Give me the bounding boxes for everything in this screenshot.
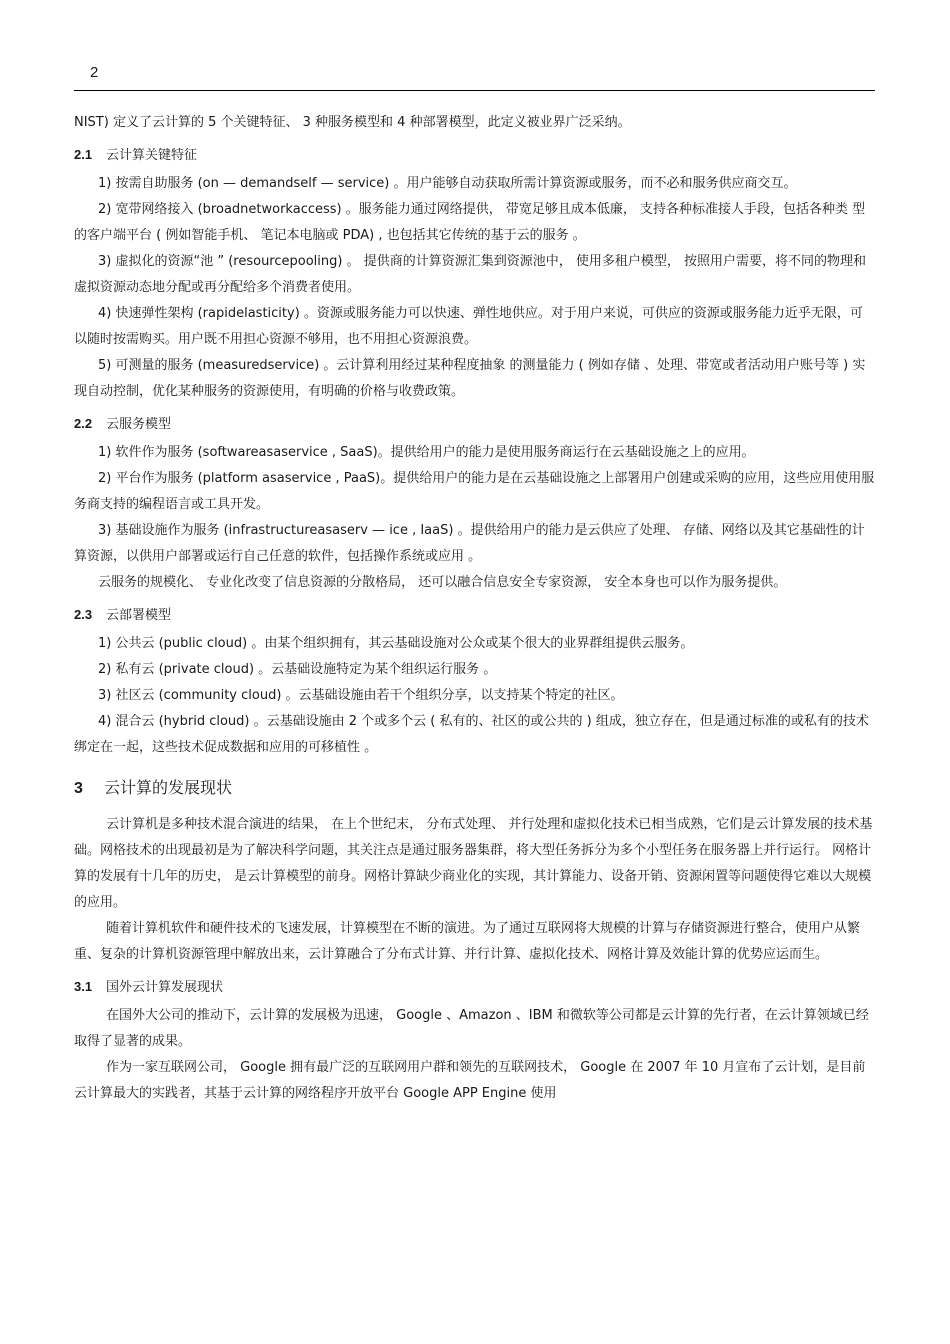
section-number: 2.1: [74, 147, 93, 162]
section-title: 云计算的发展现状: [104, 778, 233, 797]
header-rule: [74, 90, 875, 91]
document-body: [74, 110, 875, 1107]
section-number: 3: [74, 780, 83, 797]
intro-paragraph: NIST) 定义了云计算的 5 个关键特征、 3 种服务模型和 4 种部署模型，此定义被业界广泛采纳。: [74, 115, 631, 130]
section-title: 国外云计算发展现状: [106, 980, 224, 995]
section-title: 云部署模型: [106, 608, 172, 623]
section-heading-3-1: [74, 976, 875, 999]
list-item: 2) 宽带网络接入 (broadnetworkaccess) 。服务能力通过网络提供， 带宽足够且成本低廉， 支持各种标准接人手段，包括各种类 型的客户端平台 ( 例如智能手机、 笔记本电脑或 PDA) , 也包括其它传统的基于云的服务 。: [74, 202, 866, 243]
section-title: 云计算关键特征: [106, 148, 198, 163]
list-item: 3) 虚拟化的资源“池 ” (resourcepooling) 。 提供商的计算资源汇集到资源池中， 使用多租户模型， 按照用户需要，将不同的物理和虚拟资源动态地分配或再分配给多个消费者使用。: [74, 254, 866, 295]
list-item: 1) 软件作为服务 (softwareasaservice , SaaS)。提供给用户的能力是使用服务商运行在云基础设施之上的应用。: [98, 445, 755, 460]
section-heading-2-3: [74, 604, 875, 627]
section-heading-3: [74, 775, 875, 802]
section-title: 云服务模型: [106, 417, 172, 432]
list-item: 5) 可测量的服务 (measuredservice) 。云计算利用经过某种程度抽象 的测量能力 ( 例如存储 、处理、带宽或者活动用户账号等 ) 实现自动控制，优化某种服务的资源使用，有明确的价格与收费政策。: [74, 358, 866, 399]
list-item: 3) 基础设施作为服务 (infrastructureasaserv — ice , IaaS) 。提供给用户的能力是云供应了处理、 存储、网络以及其它基础性的计算资源，以供用户部署或运行自己任意的软件，包括操作系统或应用 。: [74, 523, 865, 564]
list-item: 4) 快速弹性架构 (rapidelasticity) 。资源或服务能力可以快速、弹性地供应。对于用户来说，可供应的资源或服务能力近乎无限，可以随时按需购买。用户既不用担心资源不够用，也不用担心资源浪费。: [74, 306, 863, 347]
list-item: 4) 混合云 (hybrid cloud) 。云基础设施由 2 个或多个云 ( 私有的、社区的或公共的 ) 组成，独立存在，但是通过标准的或私有的技术绑定在一起，这些技术促成数据和应用的可移植性 。: [74, 714, 869, 755]
body-paragraph: 云计算机是多种技术混合演进的结果， 在上个世纪末， 分布式处理、 并行处理和虚拟化技术已相当成熟，它们是云计算发展的技术基础。网格技术的出现最初是为了解决科学问题，其关注点是通过服务器集群，将大型任务拆分为多个小型任务在服务器上并行运行。 网格计算的发展有十几年的历史， 是云计算模型的前身。网格计算缺少商业化的实现，其计算能力、设备开销、资源闲置等问题使得它难以大规模的应用。: [74, 817, 873, 910]
section-number: 3.1: [74, 979, 93, 994]
page-number: 2: [90, 64, 99, 81]
section-number: 2.3: [74, 607, 93, 622]
list-item: 3) 社区云 (community cloud) 。云基础设施由若干个组织分享，以支持某个特定的社区。: [98, 688, 624, 703]
list-item: 1) 按需自助服务 (on — demandself — service) 。用户能够自动获取所需计算资源或服务，而不必和服务供应商交互。: [98, 176, 797, 191]
section-heading-2-1: [74, 144, 875, 167]
section-number: 2.2: [74, 416, 93, 431]
closing-paragraph: 云服务的规模化、 专业化改变了信息资源的分散格局， 还可以融合信息安全专家资源， 安全本身也可以作为服务提供。: [98, 575, 787, 590]
body-paragraph: 随着计算机软件和硬件技术的飞速发展，计算模型在不断的演进。为了通过互联网将大规模的计算与存储资源进行整合，使用户从繁重、复杂的计算机资源管理中解放出来，云计算融合了分布式计算、并行计算、虚拟化技术、网格计算及效能计算的优势应运而生。: [74, 921, 861, 962]
section-heading-2-2: [74, 413, 875, 436]
body-paragraph: 作为一家互联网公司， Google 拥有最广泛的互联网用户群和领先的互联网技术， Google 在 2007 年 10 月宣布了云计划，是目前云计算最大的实践者，其基于云计算的网络程序开放平台 Google APP Engine 使用: [74, 1060, 866, 1101]
list-item: 2) 平台作为服务 (platform asaservice , PaaS)。提供给用户的能力是在云基础设施之上部署用户创建或采购的应用，这些应用使用服务商支持的编程语言或工具开发。: [74, 471, 875, 512]
list-item: 2) 私有云 (private cloud) 。云基础设施特定为某个组织运行服务 。: [98, 662, 497, 677]
list-item: 1) 公共云 (public cloud) 。由某个组织拥有，其云基础设施对公众或某个很大的业界群组提供云服务。: [98, 636, 694, 651]
body-paragraph: 在国外大公司的推动下，云计算的发展极为迅速， Google 、Amazon 、IBM 和微软等公司都是云计算的先行者，在云计算领域已经取得了显著的成果。: [74, 1008, 869, 1049]
